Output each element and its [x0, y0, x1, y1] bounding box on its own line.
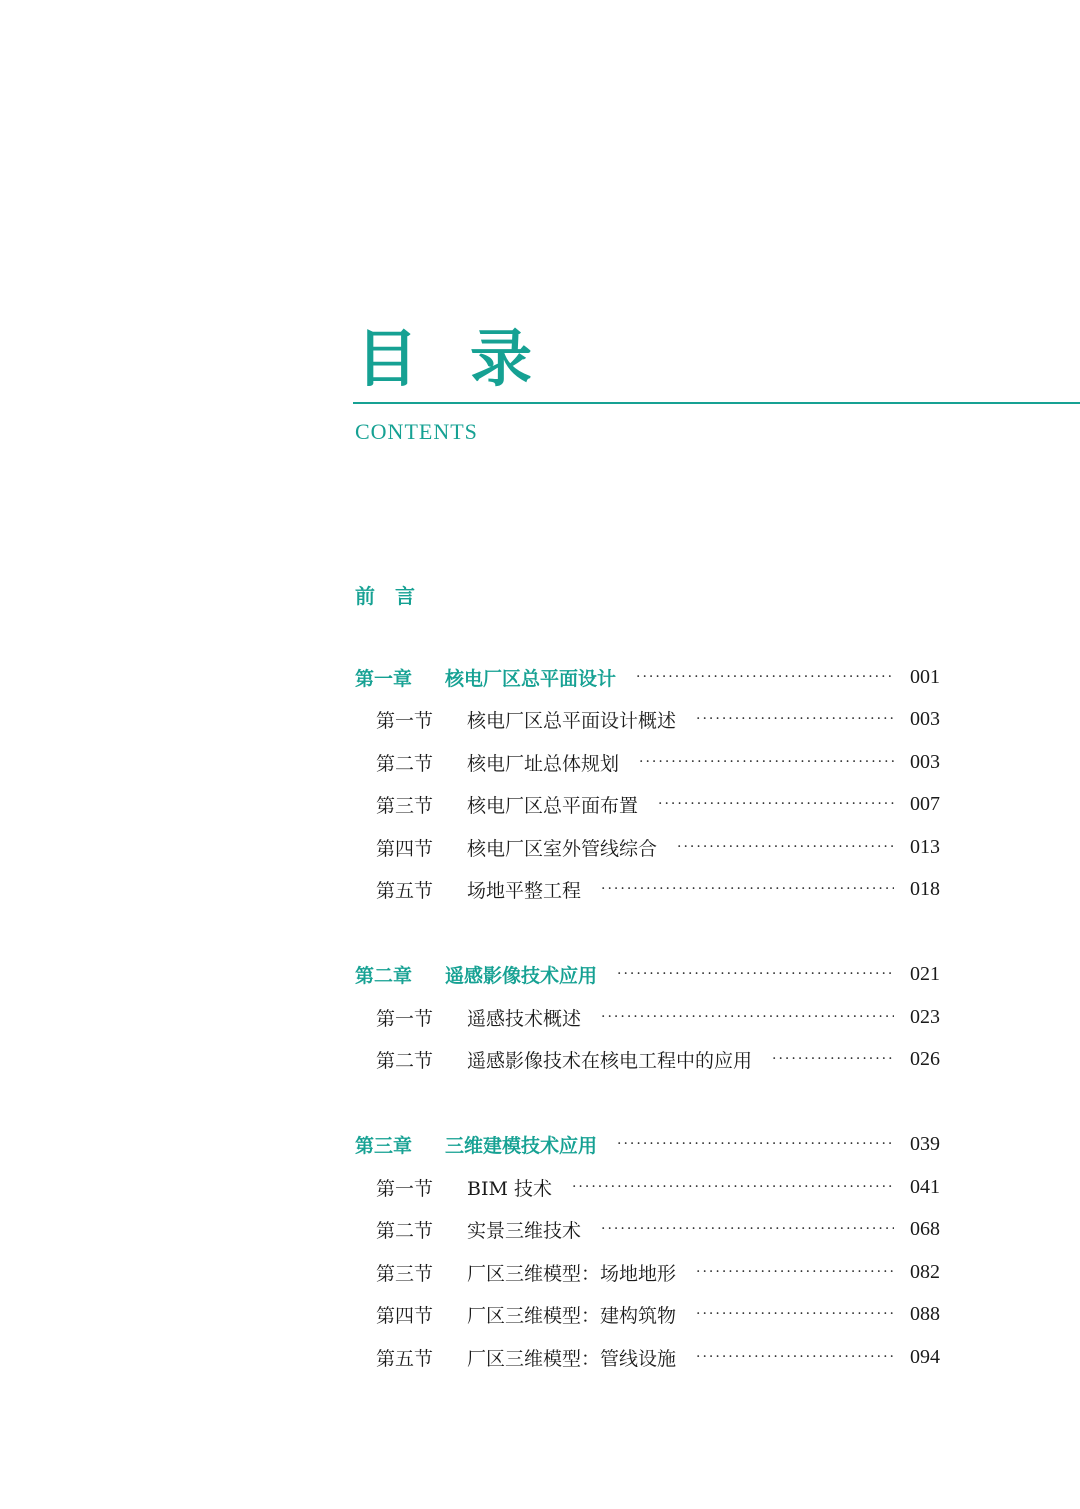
toc-section-2-1[interactable] — [355, 1002, 940, 1032]
leader-dots — [572, 1179, 894, 1195]
page-title: 目录 — [356, 322, 585, 395]
leader-dots — [772, 1051, 894, 1067]
section-title: 实景三维技术 — [467, 1219, 582, 1242]
toc-chapter-3[interactable] — [355, 1129, 940, 1159]
title-divider — [353, 402, 1080, 404]
leader-dots — [639, 754, 894, 770]
leader-dots — [696, 1264, 894, 1280]
leader-dots — [696, 1306, 894, 1322]
toc-section-1-2[interactable] — [355, 747, 940, 777]
section-number: 第一节 — [376, 1177, 434, 1200]
toc-section-1-4[interactable] — [355, 832, 940, 862]
section-title: 核电厂区总平面布置 — [467, 794, 639, 817]
toc-section-3-2[interactable] — [355, 1214, 940, 1244]
section-title: 核电厂址总体规划 — [467, 752, 620, 775]
page-number: 026 — [910, 1047, 940, 1070]
leader-dots — [658, 796, 894, 812]
page-number: 003 — [910, 750, 940, 773]
section-title: 核电厂区总平面设计概述 — [467, 709, 677, 732]
section-number: 第四节 — [376, 1304, 434, 1327]
leader-dots — [696, 1349, 894, 1365]
toc-chapter-2[interactable] — [355, 959, 940, 989]
page-number: 068 — [910, 1217, 940, 1240]
page-number: 082 — [910, 1260, 940, 1283]
page-number: 094 — [910, 1345, 940, 1368]
section-number: 第五节 — [376, 879, 434, 902]
leader-dots — [601, 1009, 894, 1025]
section-number: 第二节 — [376, 1049, 434, 1072]
section-number: 第五节 — [376, 1347, 434, 1370]
leader-dots — [696, 711, 894, 727]
leader-dots — [601, 1221, 894, 1237]
page-number: 021 — [910, 962, 940, 985]
chapter-title: 三维建模技术应用 — [445, 1134, 598, 1157]
chapter-title: 遥感影像技术应用 — [445, 964, 598, 987]
toc-section-1-1[interactable] — [355, 704, 940, 734]
leader-dots — [636, 669, 894, 685]
page-number: 007 — [910, 792, 940, 815]
toc-chapter-1[interactable] — [355, 662, 940, 692]
page-number: 041 — [910, 1175, 940, 1198]
page-number: 003 — [910, 707, 940, 730]
section-number: 第一节 — [376, 1007, 434, 1030]
page-number: 013 — [910, 835, 940, 858]
toc-section-1-3[interactable] — [355, 789, 940, 819]
section-title: 厂区三维模型：场地地形 — [467, 1262, 677, 1285]
toc-section-2-2[interactable] — [355, 1044, 940, 1074]
toc-section-3-5[interactable] — [355, 1342, 940, 1372]
page-number: 023 — [910, 1005, 940, 1028]
page-subtitle: CONTENTS — [355, 419, 478, 444]
section-title: 场地平整工程 — [467, 879, 582, 902]
page-number: 018 — [910, 877, 940, 900]
page-number: 001 — [910, 665, 940, 688]
toc-section-1-5[interactable] — [355, 874, 940, 904]
leader-dots — [601, 881, 894, 897]
toc-preface-entry[interactable]: 前言 — [355, 584, 435, 608]
toc-section-3-3[interactable] — [355, 1257, 940, 1287]
chapter-number: 第二章 — [355, 964, 413, 987]
section-number: 第三节 — [376, 1262, 434, 1285]
toc-section-3-1[interactable] — [355, 1172, 940, 1202]
section-number: 第二节 — [376, 752, 434, 775]
leader-dots — [617, 1136, 894, 1152]
section-title: 遥感技术概述 — [467, 1007, 582, 1030]
section-title: 遥感影像技术在核电工程中的应用 — [467, 1049, 753, 1072]
toc-section-3-4[interactable] — [355, 1299, 940, 1329]
page-number: 088 — [910, 1302, 940, 1325]
chapter-number: 第三章 — [355, 1134, 413, 1157]
chapter-title: 核电厂区总平面设计 — [445, 667, 617, 690]
section-title: 厂区三维模型：建构筑物 — [467, 1304, 677, 1327]
section-title: BIM 技术 — [467, 1177, 552, 1200]
chapter-number: 第一章 — [355, 667, 413, 690]
section-number: 第四节 — [376, 837, 434, 860]
section-title: 核电厂区室外管线综合 — [467, 837, 658, 860]
leader-dots — [617, 966, 894, 982]
section-number: 第一节 — [376, 709, 434, 732]
section-number: 第二节 — [376, 1219, 434, 1242]
section-number: 第三节 — [376, 794, 434, 817]
leader-dots — [677, 839, 894, 855]
page-number: 039 — [910, 1132, 940, 1155]
section-title: 厂区三维模型：管线设施 — [467, 1347, 677, 1370]
